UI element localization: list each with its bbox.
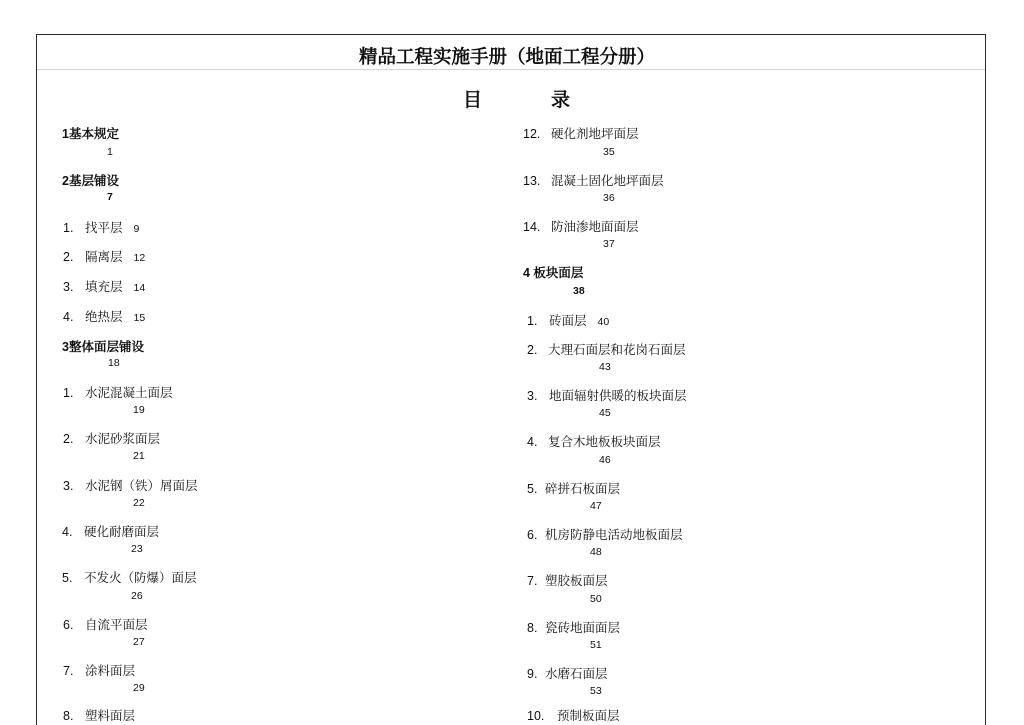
toc-entry-page: 46 <box>599 454 611 466</box>
toc-entry-label: 水泥混凝土面层 <box>85 386 173 400</box>
toc-entry <box>527 388 687 419</box>
toc-entry-page: 48 <box>590 546 602 558</box>
toc-entry-number: 2. <box>63 250 74 264</box>
toc-entry-label: 地面辐射供暖的板块面层 <box>549 389 687 403</box>
toc-entry <box>63 309 145 326</box>
toc-entry-number: 4. <box>63 310 74 324</box>
toc-entry-label: 砖面层 <box>549 314 587 328</box>
page-frame <box>36 34 986 725</box>
toc-entry-number: 3. <box>63 479 74 493</box>
toc-entry-number: 10. <box>527 709 545 723</box>
toc-entry-label: 隔离层 <box>85 250 123 264</box>
toc-entry-page: 27 <box>133 636 145 648</box>
toc-entry-page: 12 <box>133 252 146 264</box>
toc-entry-page: 43 <box>599 361 611 373</box>
toc-entry-label: 绝热层 <box>85 310 123 324</box>
toc-entry <box>62 570 197 602</box>
toc-entry <box>523 173 664 204</box>
toc-entry-page: 47 <box>590 500 602 512</box>
toc-entry-label: 防油渗地面面层 <box>551 220 639 234</box>
toc-entry-page: 51 <box>590 639 602 651</box>
toc-entry-number: 13. <box>523 174 541 188</box>
toc-entry-label: 碎拼石板面层 <box>545 482 621 496</box>
toc-entry-page: 15 <box>133 312 146 324</box>
toc-entry-page: 50 <box>590 593 602 605</box>
toc-entry-page: 36 <box>603 192 615 204</box>
document-title: 精品工程实施手册（地面工程分册） <box>358 46 655 67</box>
toc-entry <box>523 219 639 250</box>
toc-entry-label: 机房防静电活动地板面层 <box>545 528 683 542</box>
toc-entry-number: 2. <box>63 432 74 446</box>
toc-entry-number: 9. <box>527 667 538 681</box>
toc-entry-label: 硬化剂地坪面层 <box>551 127 639 141</box>
toc-entry-page: 1 <box>107 146 113 158</box>
toc-entry-page: 19 <box>133 404 145 416</box>
toc-entry <box>63 478 198 509</box>
toc-entry <box>527 709 620 724</box>
toc-entry <box>63 249 145 266</box>
toc-entry <box>63 663 145 694</box>
toc-section-entry <box>523 265 585 297</box>
toc-heading-left-char: 目 <box>463 90 483 111</box>
toc-entry <box>62 524 160 555</box>
toc-entry-label: 复合木地板板块面层 <box>548 435 661 449</box>
header-divider <box>37 69 985 70</box>
toc-entry <box>527 313 609 330</box>
toc-entry-number: 2. <box>527 343 538 357</box>
toc-entry-label: 不发火（防爆）面层 <box>84 571 197 585</box>
toc-entry-page: 21 <box>133 450 145 462</box>
toc-entry <box>63 385 173 416</box>
toc-entry-label: 硬化耐磨面层 <box>84 525 160 539</box>
toc-entry <box>527 620 621 651</box>
toc-entry-page: 23 <box>131 543 143 555</box>
toc-heading-right-char: 录 <box>551 90 571 111</box>
toc-entry <box>527 573 608 605</box>
toc-entry-label: 1基本规定 <box>62 127 119 141</box>
toc-entry-number: 14. <box>523 220 541 234</box>
toc-entry-label: 4 板块面层 <box>523 266 584 280</box>
toc-entry-label: 水泥钢（铁）屑面层 <box>85 479 198 493</box>
toc-entry-label: 水泥砂浆面层 <box>85 432 161 446</box>
toc-entry-number: 5. <box>62 571 73 585</box>
toc-entry-label: 塑料面层 <box>85 709 136 723</box>
toc-entry <box>527 666 608 697</box>
toc-entry-number: 7. <box>527 574 538 588</box>
toc-entry-page: 14 <box>133 282 146 294</box>
toc-entry-label: 2基层铺设 <box>62 174 119 188</box>
toc-entry-page: 40 <box>597 316 610 328</box>
toc-entry-page: 26 <box>131 590 143 602</box>
toc-entry-number: 3. <box>63 280 74 294</box>
toc-entry <box>63 709 135 724</box>
toc-entry-number: 1. <box>63 386 74 400</box>
toc-entry-number: 1. <box>527 314 538 328</box>
toc-entry-page: 53 <box>590 685 602 697</box>
toc-entry-number: 5. <box>527 482 538 496</box>
toc-entry-page: 9 <box>133 223 140 235</box>
toc-entry-label: 混凝土固化地坪面层 <box>551 174 664 188</box>
toc-entry-label: 自流平面层 <box>85 618 148 632</box>
toc-entry-label: 填充层 <box>85 280 123 294</box>
toc-entry-page: 29 <box>133 682 145 694</box>
toc-entry-page: 38 <box>573 285 585 297</box>
toc-entry-page: 22 <box>133 497 145 509</box>
toc-entry <box>527 527 683 558</box>
toc-entry-number: 3. <box>527 389 538 403</box>
toc-entry <box>527 481 621 512</box>
toc-entry-page: 7 <box>107 191 113 203</box>
toc-entry-label: 大理石面层和花岗石面层 <box>548 343 686 357</box>
toc-entry-label: 涂料面层 <box>85 664 136 678</box>
toc-entry-label: 塑胶板面层 <box>545 574 608 588</box>
toc-entry-page: 37 <box>603 238 615 250</box>
toc-entry-number: 12. <box>523 127 541 141</box>
toc-entry-label: 水磨石面层 <box>545 667 608 681</box>
toc-entry-label: 3整体面层铺设 <box>62 340 144 354</box>
toc-section-entry <box>62 339 144 369</box>
toc-entry-number: 7. <box>63 664 74 678</box>
toc-entry <box>63 431 161 462</box>
toc-entry <box>523 126 639 158</box>
toc-entry-page: 45 <box>599 407 611 419</box>
toc-entry <box>527 342 686 373</box>
toc-entry-number: 1. <box>63 221 74 235</box>
toc-entry-number: 6. <box>527 528 538 542</box>
toc-entry <box>63 220 139 237</box>
toc-entry-label: 预制板面层 <box>557 709 620 723</box>
toc-section-entry <box>62 126 119 158</box>
toc-entry-number: 6. <box>63 618 74 632</box>
toc-section-entry <box>62 173 119 203</box>
toc-entry-number: 8. <box>63 709 74 723</box>
toc-entry <box>527 434 661 466</box>
toc-entry-page: 35 <box>603 146 615 158</box>
toc-entry-number: 4. <box>527 435 538 449</box>
toc-entry <box>63 279 145 296</box>
toc-entry-label: 找平层 <box>85 221 123 235</box>
toc-entry-label: 瓷砖地面面层 <box>545 621 621 635</box>
toc-entry-number: 8. <box>527 621 538 635</box>
toc-entry-number: 4. <box>62 525 73 539</box>
toc-entry <box>63 617 148 648</box>
toc-entry-page: 18 <box>108 357 120 369</box>
